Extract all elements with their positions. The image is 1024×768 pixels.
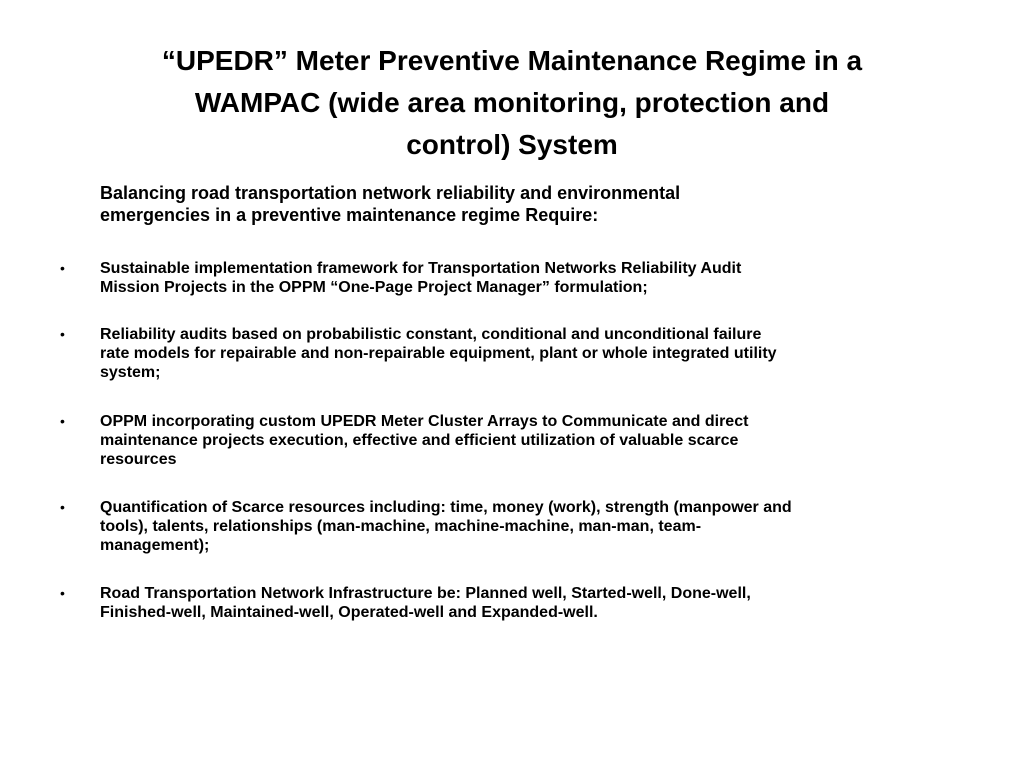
bullet-text: Road Transportation Network Infrastructure be: Planned well, Started-well, Done-well, Finished-well, Maintained-well, Operated-well and Expanded-well. — [100, 585, 751, 621]
bullet-text: Reliability audits based on probabilistic constant, conditional and unconditional failure rate models for repairable and non-repairable equipment, plant or whole integrated utility system; — [100, 326, 777, 381]
bullet-text: Sustainable implementation framework for Transportation Networks Reliability Audit Mission Projects in the OPPM “One-Page Project Manager” formulation; — [100, 260, 742, 296]
bullet-icon: • — [60, 260, 65, 276]
bullet-icon: • — [60, 499, 65, 515]
bullet-icon: • — [60, 413, 65, 429]
bullet-icon: • — [60, 326, 65, 342]
bullet-icon: • — [60, 585, 65, 601]
bullet-text: Quantification of Scarce resources including: time, money (work), strength (manpower and tools), talents, relationships (man-machine, machine-machine, man-man, team- management); — [100, 499, 792, 554]
intro-paragraph: Balancing road transportation network reliability and environmental emergencies in a preventive maintenance regime Require: — [100, 183, 681, 225]
bullet-text: OPPM incorporating custom UPEDR Meter Cluster Arrays to Communicate and direct maintenance projects execution, effective and efficient utilization of valuable scarce resources — [100, 413, 749, 468]
slide-title: “UPEDR” Meter Preventive Maintenance Regime in a WAMPAC (wide area monitoring, protection and control) System — [161, 45, 863, 160]
